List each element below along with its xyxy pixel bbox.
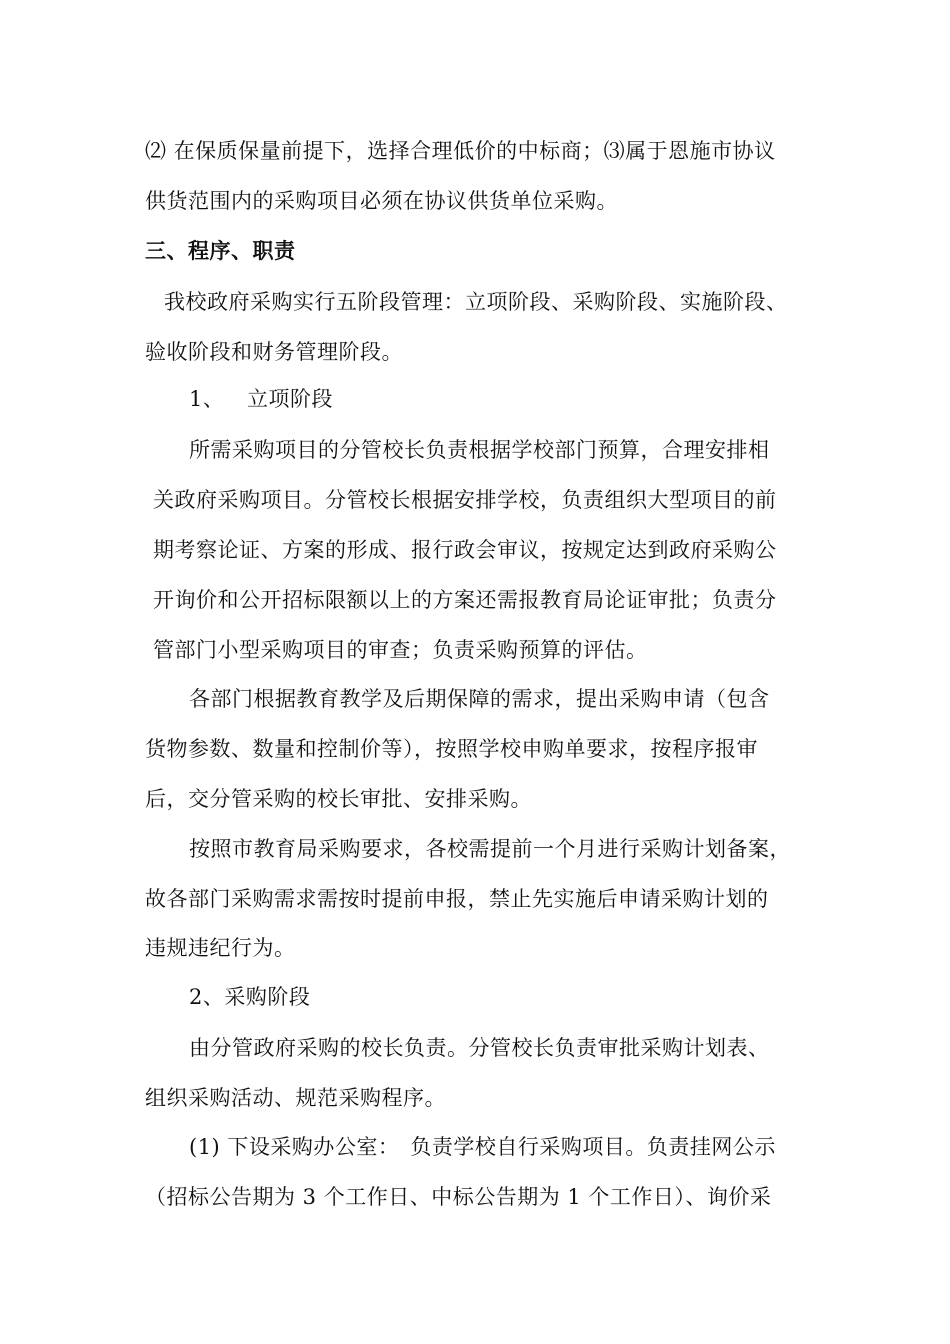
paragraph-line: (1) 下设采购办公室： 负责学校自行采购项目。负责挂网公示 [189,1135,776,1159]
paragraph-line: 验收阶段和财务管理阶段。 [145,340,403,364]
paragraph-line: 开询价和公开招标限额以上的方案还需报教育局论证审批；负责分 [153,588,777,612]
paragraph-line: 供货范围内的采购项目必须在协议供货单位采购。 [145,189,618,213]
paragraph-line: 我校政府采购实行五阶段管理：立项阶段、采购阶段、实施阶段、 [164,290,788,314]
paragraph-line: 所需采购项目的分管校长负责根据学校部门预算，合理安排相 [189,438,770,462]
paragraph-line: 期考察论证、方案的形成、报行政会审议，按规定达到政府采购公 [153,538,777,562]
subsection-title: 2、采购阶段 [189,985,311,1009]
paragraph-line: （招标公告期为 3 个工作日、中标公告期为 1 个工作日）、询价采 [145,1185,772,1209]
subsection-title: 立项阶段 [247,387,333,411]
subsection-number: 1、 [189,387,225,411]
paragraph-line: 管部门小型采购项目的审查；负责采购预算的评估。 [153,638,648,662]
section-heading: 三、程序、职责 [145,238,296,263]
paragraph-line: 组织采购活动、规范采购程序。 [145,1086,446,1110]
paragraph-line: ⑵ 在保质保量前提下，选择合理低价的中标商；⑶属于恩施市协议 [145,139,776,163]
paragraph-line: 由分管政府采购的校长负责。分管校长负责审批采购计划表、 [189,1036,770,1060]
paragraph-line: 关政府采购项目。分管校长根据安排学校，负责组织大型项目的前 [153,488,777,512]
paragraph-line: 各部门根据教育教学及后期保障的需求，提出采购申请（包含 [189,687,770,711]
paragraph-line: 后，交分管采购的校长审批、安排采购。 [145,787,532,811]
paragraph-line: 按照市教育局采购要求，各校需提前一个月进行采购计划备案， [189,837,791,861]
paragraph-line: 违规违纪行为。 [145,936,296,960]
paragraph-line: 故各部门采购需求需按时提前申报，禁止先实施后申请采购计划的 [145,887,769,911]
paragraph-line: 货物参数、数量和控制价等），按照学校申购单要求，按程序报审 [145,737,758,761]
